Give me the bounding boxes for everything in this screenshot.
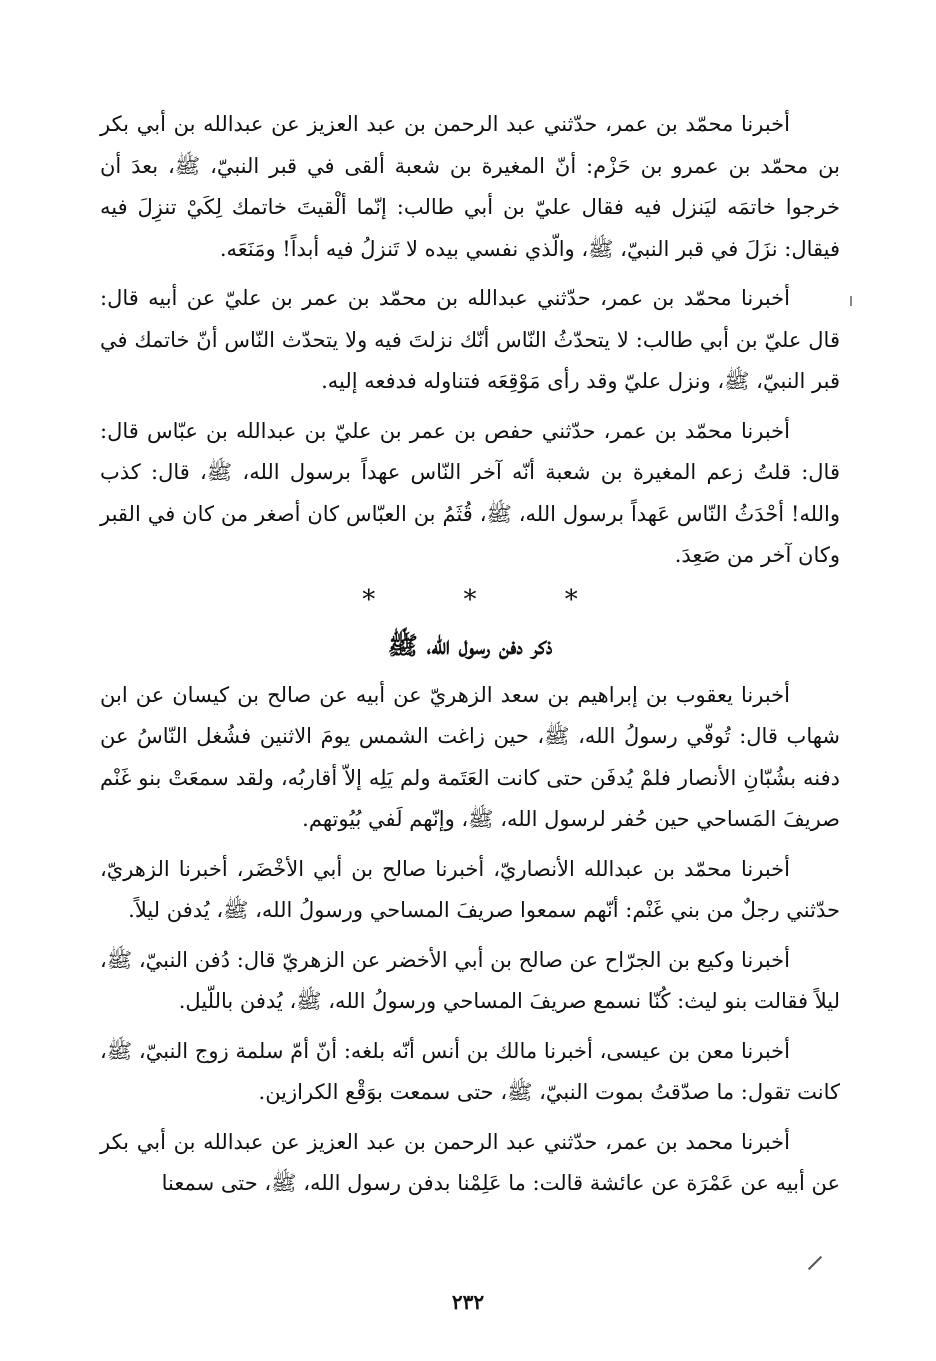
paragraph: أخبرنا محمّد بن عمر، حدّثني عبد الرحمن بن عبد العزيز عن عبدالله بن أبي بكر بن محمّد بن عمرو بن حَزْم: أنّ المغيرة بن شعبة ألقى في قبر النبيّ، ﷺ، بعدَ أن خرجوا خاتمَه ليَنزل فيه فقال عليّ بن أبي طالب: إنّما ألْقيتَ خاتمك لِكَيْ تنزِلَ فيه فيقال: نزَلَ في قبر النبيّ، ﷺ، والّذي نفسي بيده لا تَنزلُ فيه أبداً! ومَنَعَه. — [100, 112, 840, 261]
page-body — [100, 104, 840, 1213]
paragraph: أخبرنا يعقوب بن إبراهيم بن سعد الزهريّ عن أبيه عن صالح بن كيسان عن ابن شهاب قال: تُوفّي رسولُ الله، ﷺ، حين زاغت الشمس يومَ الاثنين فشُغل النّاسُ عن دفنه بشُبّانِ الأنصار فلمْ يُدفَن حتى كانت العَتَمة ولم يَلِه إلاّ أقاربُه، ولقد سمعَتْ بنو غَنْم صريفَ المَساحي حين حُفر لرسول الله، ﷺ، وإنّهم لَفي بُيُوتهم. — [100, 682, 840, 831]
margin-pen-mark — [808, 1256, 822, 1270]
margin-tick — [850, 296, 852, 306]
paragraph: أخبرنا محمّد بن عبدالله الأنصاريّ، أخبرنا صالح بن أبي الأخْضَر، أخبرنا الزهريّ، حدّثني رجلٌ من بني غَنْم: أنّهم سمعوا صريفَ المساحي ورسولُ الله، ﷺ، يُدفن ليلاً. — [100, 856, 840, 922]
section-separator: * * * — [362, 584, 618, 615]
page-number: ٢٣٢ — [451, 1290, 485, 1314]
paragraph: أخبرنا محمد بن عمر، حدّثني عبد الرحمن بن عبد العزيز عن عبدالله بن أبي بكر عن أبيه عن عَمْرَة عن عائشة قالت: ما عَلِمْنا بدفن رسول الله، ﷺ، حتى سمعنا — [100, 1129, 840, 1195]
paragraph: أخبرنا محمّد بن عمر، حدّثني حفص بن عمر بن عليّ بن عبدالله بن عبّاس قال: قال: قلتُ زعم المغيرة بن شعبة أنّه آخر النّاس عهداً برسول الله، ﷺ، قال: كذب والله! أحْدَثُ النّاس عَهداً برسول الله، ﷺ، قُثَمُ بن العبّاس كان أصغر من كان في القبر وكان آخر من صَعِدَ. — [100, 418, 840, 567]
paragraph: أخبرنا محمّد بن عمر، حدّثني عبدالله بن محمّد بن عمر بن عليّ عن أبيه قال: قال عليّ بن أبي طالب: لا يتحدّثُ النّاس أنّك نزلتَ فيه ولا يتحدّث النّاس أنّ خاتمك في قبر النبيّ، ﷺ، ونزل عليّ وقد رأى مَوْقِعَه فتناوله فدفعه إليه. — [100, 286, 840, 393]
paragraph: أخبرنا وكيع بن الجرّاح عن صالح بن أبي الأخضر عن الزهريّ قال: دُفن النبيّ، ﷺ، ليلاً فقالت بنو ليث: كُنّا نسمع صريفَ المساحي ورسولُ الله، ﷺ، يُدفن باللّيل. — [100, 947, 840, 1013]
section-heading: ذكر دفن رسول الله، ﷺ — [387, 630, 553, 660]
paragraph: أخبرنا معن بن عيسى، أخبرنا مالك بن أنس أنّه بلغه: أنّ أمّ سلمة زوج النبيّ، ﷺ، كانت تقول: ما صدّقتُ بموت النبيّ، ﷺ، حتى سمعت بوَقْع الكرازين. — [100, 1038, 840, 1104]
